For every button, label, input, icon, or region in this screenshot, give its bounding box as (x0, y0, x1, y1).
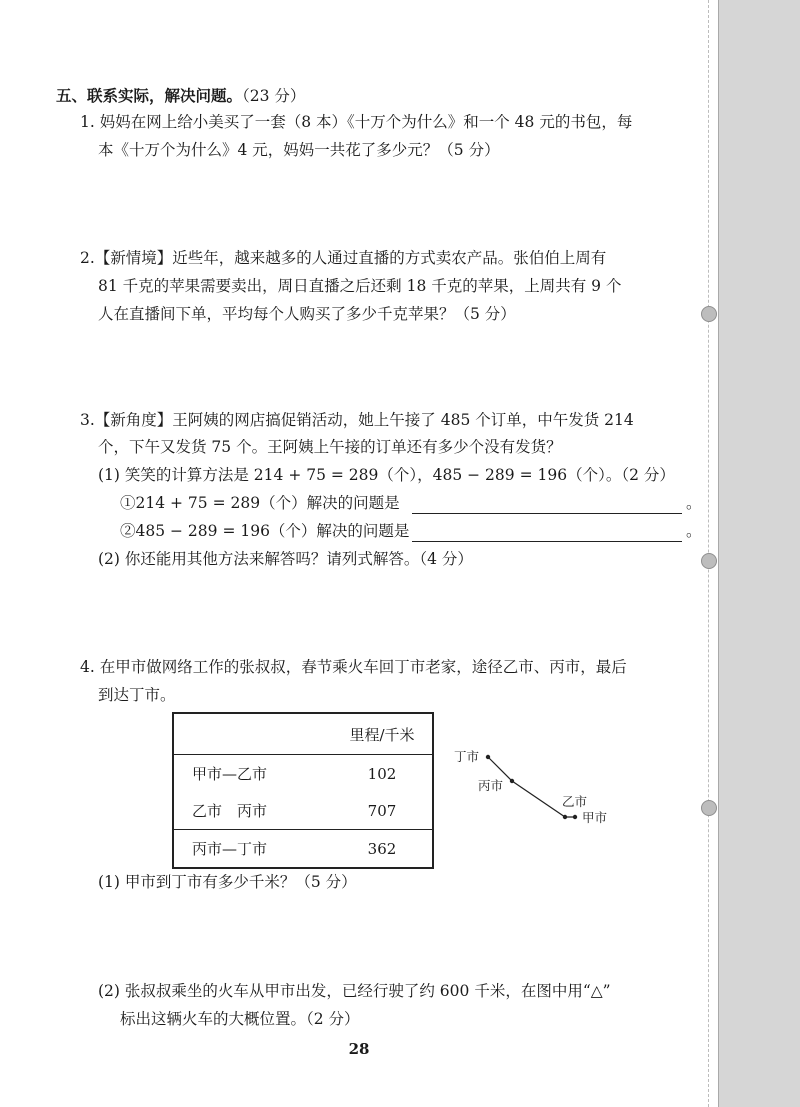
ding-city-label: 丁市 (454, 749, 480, 764)
q3-sub1b-prompt: ②485 − 289 = 196（个）解决的问题是 (120, 522, 410, 540)
q3-sub1: (1) 笑笑的计算方法是 214 + 75 = 289（个），485 − 289 = 196（个）。（2 分） (98, 466, 675, 484)
q3-sub1b-answer-line[interactable] (412, 541, 682, 542)
q3-sub1a-prompt: ①214 + 75 = 289（个）解决的问题是 (120, 494, 400, 512)
table-km-cell: 707 (367, 801, 397, 820)
q3-line-2: 个，下午又发货 75 个。王阿姨上午接的订单还有多少个没有发货？ (98, 438, 562, 456)
table-row (173, 755, 433, 793)
q3-sub2: (2) 你还能用其他方法来解答吗？请列式解答。（4 分） (98, 550, 473, 568)
q3-sub1b-period: 。 (686, 522, 702, 540)
table-km-cell: 102 (367, 764, 397, 783)
binding-hole-top (701, 306, 717, 322)
table-row (173, 792, 433, 830)
yi-city-label: 乙市 (562, 794, 588, 809)
binding-margin (718, 0, 800, 1107)
binding-hole-bottom (701, 800, 717, 816)
q4-line-1: 4. 在甲市做网络工作的张叔叔，春节乘火车回丁市老家，途径乙市、丙市，最后 (80, 658, 627, 676)
jia-city-label: 甲市 (582, 810, 608, 825)
q2-line-3: 人在直播间下单，平均每个人购买了多少千克苹果？（5 分） (98, 305, 516, 323)
bing-city-point (510, 779, 514, 783)
table-route-cell: 甲市—乙市 (192, 765, 268, 783)
q1-line-1: 1. 妈妈在网上给小美买了一套（8 本）《十万个为什么》和一个 48 元的书包，每 (80, 113, 633, 131)
q3-sub1a-answer-line[interactable] (412, 513, 682, 514)
q4-sub2-line-1: (2) 张叔叔乘坐的火车从甲市出发，已经行驶了约 600 千米，在图中用“△” (98, 982, 611, 1000)
table-km-cell: 362 (332, 830, 433, 869)
q3-sub1a-period: 。 (686, 494, 702, 512)
section-title: 五、联系实际，解决问题。 (56, 87, 243, 105)
distance-table (172, 712, 434, 869)
route-map[interactable] (440, 740, 640, 835)
jia-city-point (573, 815, 577, 819)
q2-line-2: 81 千克的苹果需要卖出，周日直播之后还剩 18 千克的苹果，上周共有 9 个 (98, 277, 622, 295)
distance-table-header-row (173, 713, 433, 755)
section-score: （23 分） (242, 87, 306, 105)
q4-sub2-line-2: 标出这辆火车的大概位置。（2 分） (120, 1010, 360, 1028)
table-route-cell: 乙市 丙市 (192, 802, 268, 820)
binding-hole-middle (701, 553, 717, 569)
q4-line-2: 到达丁市。 (98, 686, 176, 704)
q3-line-1: 3.【新角度】王阿姨的网店搞促销活动，她上午接了 485 个订单，中午发货 214 (80, 411, 634, 429)
page-number: 28 (348, 1040, 370, 1058)
distance-table-header: 里程/千米 (332, 713, 433, 755)
section-heading (56, 86, 305, 106)
q2-line-1: 2.【新情境】近些年，越来越多的人通过直播的方式卖农产品。张伯伯上周有 (80, 249, 607, 267)
bing-city-label: 丙市 (478, 778, 504, 793)
table-row (173, 830, 433, 869)
yi-city-point (563, 815, 567, 819)
table-route-cell: 丙市—丁市 (173, 830, 332, 869)
distance-table-empty-header (173, 713, 332, 755)
q4-sub1: (1) 甲市到丁市有多少千米？（5 分） (98, 873, 357, 891)
q1-line-2: 本《十万个为什么》4 元，妈妈一共花了多少元？（5 分） (98, 141, 500, 159)
ding-city-point (486, 755, 490, 759)
